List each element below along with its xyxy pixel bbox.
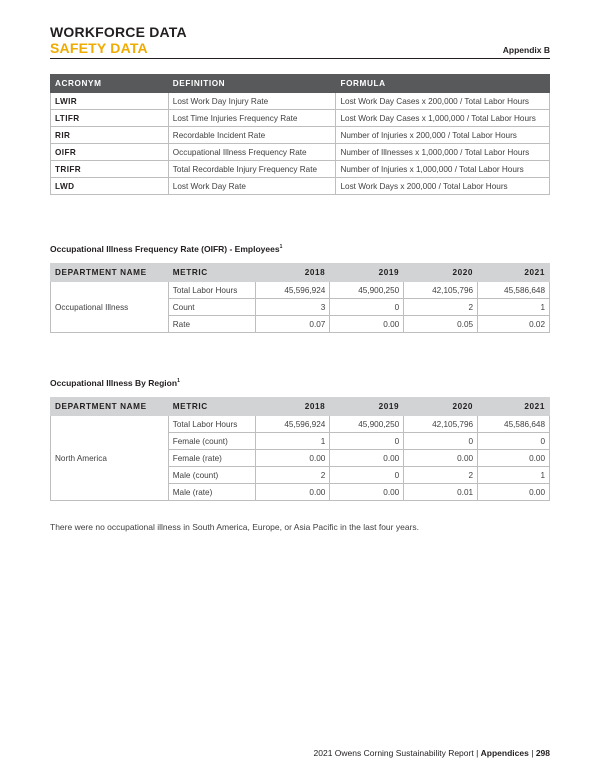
value-cell: 0.07 — [256, 316, 330, 333]
value-cell: 0.00 — [256, 450, 330, 467]
section-title-text: Occupational Illness By Region — [50, 378, 178, 388]
table-row — [51, 93, 550, 110]
column-header: 2020 — [404, 264, 478, 282]
page-number: 298 — [535, 748, 550, 758]
oifr-table — [50, 263, 550, 333]
definition-cell: Total Recordable Injury Frequency Rate — [168, 161, 336, 178]
column-header: DEPARTMENT NAME — [51, 264, 169, 282]
column-header: 2018 — [256, 398, 330, 416]
definition-cell: Lost Work Day Injury Rate — [168, 93, 336, 110]
page-subtitle: SAFETY DATA — [50, 40, 148, 56]
value-cell: 1 — [256, 433, 330, 450]
value-cell: 2 — [404, 467, 478, 484]
value-cell: 0 — [330, 299, 404, 316]
value-cell: 0 — [330, 467, 404, 484]
acronym-cell: TRIFR — [51, 161, 169, 178]
footer-separator: | — [531, 748, 534, 758]
value-cell: 0.01 — [404, 484, 478, 501]
column-header: 2020 — [404, 398, 478, 416]
column-header: ACRONYM — [51, 75, 169, 93]
value-cell: 0.00 — [404, 450, 478, 467]
header-divider — [50, 58, 550, 59]
acronym-cell: RIR — [51, 127, 169, 144]
table-row — [51, 144, 550, 161]
metric-cell: Total Labor Hours — [168, 282, 256, 299]
value-cell: 45,900,250 — [330, 416, 404, 433]
metric-cell: Rate — [168, 316, 256, 333]
acronym-cell: OIFR — [51, 144, 169, 161]
column-header: 2021 — [478, 264, 550, 282]
value-cell: 0.00 — [478, 484, 550, 501]
value-cell: 45,900,250 — [330, 282, 404, 299]
metric-cell: Male (rate) — [168, 484, 256, 501]
value-cell: 45,596,924 — [256, 282, 330, 299]
oifr-table-header — [51, 264, 550, 282]
column-header: DEFINITION — [168, 75, 336, 93]
formula-cell: Number of Injuries x 1,000,000 / Total Labor Hours — [336, 161, 550, 178]
formula-cell: Number of Injuries x 200,000 / Total Labor Hours — [336, 127, 550, 144]
table-row — [51, 282, 550, 299]
definition-cell: Lost Work Day Rate — [168, 178, 336, 195]
value-cell: 45,596,924 — [256, 416, 330, 433]
metric-cell: Count — [168, 299, 256, 316]
table-row — [51, 416, 550, 433]
department-cell: Occupational Illness — [51, 282, 169, 333]
footer-report-name: 2021 Owens Corning Sustainability Report | — [313, 748, 479, 758]
metric-cell: Female (rate) — [168, 450, 256, 467]
value-cell: 0.00 — [478, 450, 550, 467]
column-header: 2019 — [330, 264, 404, 282]
metric-cell: Male (count) — [168, 467, 256, 484]
formula-cell: Number of Illnesses x 1,000,000 / Total Labor Hours — [336, 144, 550, 161]
formula-cell: Lost Work Days x 200,000 / Total Labor Hours — [336, 178, 550, 195]
value-cell: 42,105,796 — [404, 416, 478, 433]
value-cell: 0.02 — [478, 316, 550, 333]
table-row — [51, 161, 550, 178]
section-title-text: Occupational Illness Frequency Rate (OIFR) - Employees — [50, 244, 280, 254]
value-cell: 0.05 — [404, 316, 478, 333]
oifr-section-title — [50, 244, 282, 254]
region-section-title — [50, 378, 180, 388]
value-cell: 0 — [478, 433, 550, 450]
column-header: 2018 — [256, 264, 330, 282]
footer-section: Appendices — [480, 748, 529, 758]
regional-note: There were no occupational illness in South America, Europe, or Asia Pacific in the last four years. — [50, 522, 419, 532]
formula-cell: Lost Work Day Cases x 1,000,000 / Total Labor Hours — [336, 110, 550, 127]
acronym-cell: LWD — [51, 178, 169, 195]
acronym-table-header — [51, 75, 550, 93]
page-title: WORKFORCE DATA — [50, 24, 187, 40]
value-cell: 0 — [330, 433, 404, 450]
region-table-header — [51, 398, 550, 416]
value-cell: 1 — [478, 299, 550, 316]
page-footer — [314, 748, 550, 758]
column-header: METRIC — [168, 264, 256, 282]
definition-cell: Lost Time Injuries Frequency Rate — [168, 110, 336, 127]
value-cell: 3 — [256, 299, 330, 316]
metric-cell: Female (count) — [168, 433, 256, 450]
footnote-mark: 1 — [279, 244, 283, 251]
department-cell: North America — [51, 416, 169, 501]
value-cell: 45,586,648 — [478, 416, 550, 433]
value-cell: 0.00 — [330, 450, 404, 467]
acronym-cell: LTIFR — [51, 110, 169, 127]
value-cell: 0.00 — [330, 484, 404, 501]
column-header: 2021 — [478, 398, 550, 416]
value-cell: 0.00 — [330, 316, 404, 333]
table-row — [51, 110, 550, 127]
table-row — [51, 178, 550, 195]
column-header: DEPARTMENT NAME — [51, 398, 169, 416]
column-header: METRIC — [168, 398, 256, 416]
definition-cell: Occupational Illness Frequency Rate — [168, 144, 336, 161]
column-header: FORMULA — [336, 75, 550, 93]
region-table — [50, 397, 550, 501]
value-cell: 0 — [404, 433, 478, 450]
table-row — [51, 127, 550, 144]
value-cell: 0.00 — [256, 484, 330, 501]
value-cell: 1 — [478, 467, 550, 484]
column-header: 2019 — [330, 398, 404, 416]
appendix-label: Appendix B — [502, 45, 550, 55]
value-cell: 42,105,796 — [404, 282, 478, 299]
value-cell: 2 — [404, 299, 478, 316]
definition-cell: Recordable Incident Rate — [168, 127, 336, 144]
metric-cell: Total Labor Hours — [168, 416, 256, 433]
value-cell: 2 — [256, 467, 330, 484]
footnote-mark: 1 — [177, 378, 180, 385]
formula-cell: Lost Work Day Cases x 200,000 / Total Labor Hours — [336, 93, 550, 110]
acronym-table — [50, 74, 550, 195]
value-cell: 45,586,648 — [478, 282, 550, 299]
acronym-cell: LWIR — [51, 93, 169, 110]
